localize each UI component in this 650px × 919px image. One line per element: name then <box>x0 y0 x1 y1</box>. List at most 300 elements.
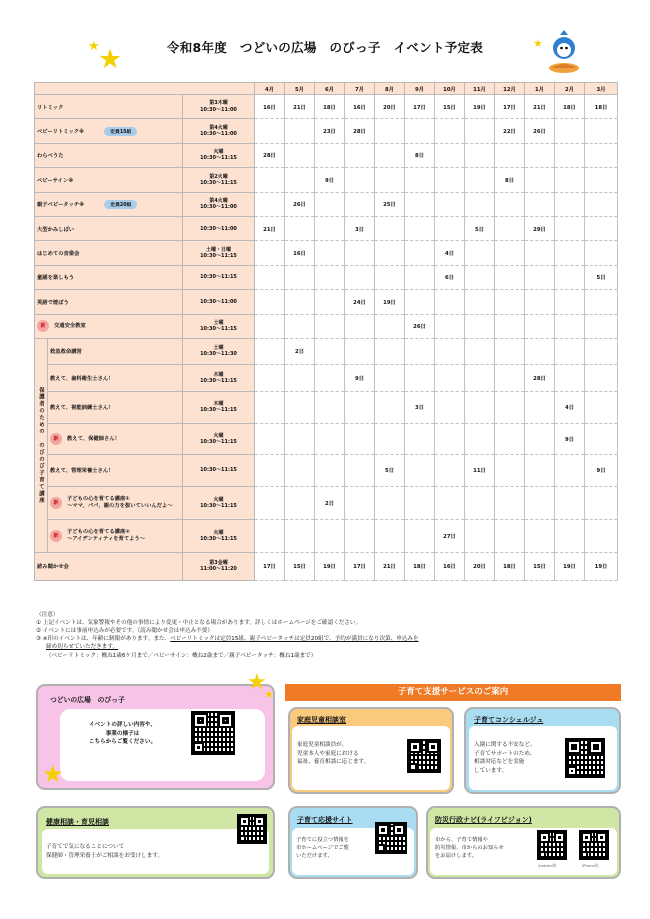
date-cell <box>405 454 435 486</box>
month-header: 7月 <box>345 83 375 95</box>
lecture-row <box>35 423 618 454</box>
date-cell <box>525 314 555 338</box>
date-cell: 28日 <box>345 119 375 143</box>
schedule-time-cell <box>183 119 255 143</box>
date-cell <box>555 519 585 552</box>
schedule-table <box>34 82 618 581</box>
date-cell: 26日 <box>285 192 315 216</box>
event-row <box>35 314 618 338</box>
notes-heading: （注意） <box>36 612 59 618</box>
date-cell <box>585 338 618 364</box>
date-cell <box>255 338 285 364</box>
schedule-time-cell <box>183 338 255 364</box>
schedule-time: 10:30～11:00 <box>200 204 237 211</box>
date-cell: 15日 <box>525 552 555 580</box>
date-cell: 19日 <box>465 95 495 119</box>
event-name-cell <box>48 519 183 552</box>
date-cell <box>285 519 315 552</box>
date-cell: 9日 <box>555 423 585 454</box>
event-name: 大型かみしばい <box>37 226 75 233</box>
schedule-time: 10:30～11:15 <box>200 274 237 281</box>
date-cell: 3日 <box>405 391 435 423</box>
iphone-qr-code[interactable] <box>579 830 609 860</box>
date-cell <box>285 216 315 240</box>
date-cell <box>255 364 285 391</box>
date-cell <box>315 290 345 314</box>
date-cell <box>345 143 375 167</box>
schedule-time: 第4火曜 <box>209 198 228 204</box>
service-guide-header: 子育て支援サービスのご案内 <box>285 684 621 701</box>
date-cell <box>495 423 525 454</box>
lecture-row <box>35 486 618 519</box>
event-name: 救急救命講習 <box>50 349 82 356</box>
schedule-time-cell <box>183 265 255 289</box>
lecture-group-label: 保護者のための のびのび子育て講座 <box>35 338 48 552</box>
page-title: 令和8年度 つどいの広場 のびっ子 イベント予定表 <box>166 40 484 55</box>
month-header: 10月 <box>435 83 465 95</box>
date-cell: 2日 <box>315 486 345 519</box>
schedule-time: 火曜 <box>213 496 224 503</box>
date-cell <box>555 486 585 519</box>
note-3-cont: 締め切らせていただきます。 <box>46 644 119 651</box>
date-cell <box>345 391 375 423</box>
date-cell <box>525 192 555 216</box>
date-cell: 19日 <box>585 552 618 580</box>
date-cell: 20日 <box>375 95 405 119</box>
event-name-cell <box>35 290 183 314</box>
date-cell <box>375 423 405 454</box>
schedule-time: 火曜 <box>213 149 224 156</box>
date-cell <box>585 391 618 423</box>
schedule-time: 10:30～11:15 <box>200 155 237 162</box>
event-name-wrap <box>67 496 173 510</box>
date-cell <box>315 192 345 216</box>
month-header: 5月 <box>285 83 315 95</box>
date-cell <box>435 338 465 364</box>
date-cell <box>255 391 285 423</box>
date-cell <box>375 519 405 552</box>
date-cell: 20日 <box>465 552 495 580</box>
date-cell <box>255 314 285 338</box>
concierge-qr-code[interactable] <box>565 738 605 778</box>
date-cell <box>465 364 495 391</box>
date-cell <box>495 364 525 391</box>
date-cell <box>315 391 345 423</box>
event-row <box>35 95 618 119</box>
health-consult-title: 健康相談・育児相談 <box>46 818 109 826</box>
capacity-badge: 定員20組 <box>104 200 137 209</box>
event-name: 教えて、保健師さん！ <box>67 435 120 442</box>
date-cell: 27日 <box>435 519 465 552</box>
date-cell: 5日 <box>375 454 405 486</box>
event-name: 童謡を楽しもう <box>37 275 75 282</box>
date-cell: 4日 <box>555 391 585 423</box>
schedule-time-cell <box>183 364 255 391</box>
event-row <box>35 168 618 192</box>
home-consult-qr-code[interactable] <box>407 739 441 773</box>
date-cell <box>495 216 525 240</box>
date-cell <box>375 364 405 391</box>
health-consult-qr-code[interactable] <box>237 814 267 844</box>
date-cell <box>315 241 345 265</box>
lecture-row <box>35 391 618 423</box>
date-cell <box>255 192 285 216</box>
schedule-time-cell <box>183 216 255 240</box>
iphone-caption: iPhone用 <box>582 863 599 868</box>
date-cell <box>345 486 375 519</box>
star-icon: ★ <box>247 670 267 695</box>
date-cell <box>555 241 585 265</box>
support-site-qr-code[interactable] <box>375 822 407 854</box>
nobikko-body: イベントの詳しい内容や、 事業の様子は こちらからご覧ください。 <box>88 722 157 746</box>
date-cell <box>255 290 285 314</box>
schedule-time: 10:30～11:15 <box>200 467 237 474</box>
date-cell <box>465 338 495 364</box>
date-cell: 8日 <box>405 143 435 167</box>
event-name-cell <box>48 391 183 423</box>
date-cell <box>465 290 495 314</box>
event-name: リトミック <box>37 104 64 111</box>
schedule-time: 10:30～11:15 <box>200 438 237 445</box>
event-name-cell <box>35 192 183 216</box>
date-cell <box>585 241 618 265</box>
schedule-time: 火曜 <box>213 432 224 439</box>
event-name: 教えて、視能訓練士さん！ <box>50 405 114 412</box>
date-cell: 29日 <box>525 216 555 240</box>
date-cell <box>285 454 315 486</box>
note-4: （ベビーリトミック：概ね1歳6ケ月まで／ベビーサイン：概ね2歳まで／親子ベビータッチ：概ね1歳まで） <box>46 652 317 659</box>
date-cell: 17日 <box>405 95 435 119</box>
date-cell <box>405 423 435 454</box>
date-cell: 8日 <box>495 168 525 192</box>
schedule-time-cell <box>183 454 255 486</box>
event-name: はじめての音楽会 <box>37 251 80 258</box>
date-cell <box>285 364 315 391</box>
lecture-row <box>35 519 618 552</box>
date-cell <box>375 338 405 364</box>
date-cell <box>375 216 405 240</box>
schedule-time-cell <box>183 95 255 119</box>
date-cell <box>555 265 585 289</box>
date-cell <box>555 192 585 216</box>
date-cell <box>585 423 618 454</box>
schedule-time: 10:30～11:15 <box>200 253 237 260</box>
concierge-title: 子育てコンシェルジュ <box>474 716 544 724</box>
android-caption: Android用 <box>538 863 557 868</box>
schedule-time: 木曜 <box>213 401 224 408</box>
event-name-cell <box>35 216 183 240</box>
date-cell <box>525 423 555 454</box>
month-header: 11月 <box>465 83 495 95</box>
month-header: 12月 <box>495 83 525 95</box>
date-cell <box>525 338 555 364</box>
date-cell <box>495 314 525 338</box>
date-cell <box>255 168 285 192</box>
nobikko-title: つどいの広場 のびっ子 <box>50 696 125 704</box>
date-cell: 26日 <box>525 119 555 143</box>
event-name-cell <box>35 143 183 167</box>
date-cell <box>465 119 495 143</box>
date-cell <box>495 486 525 519</box>
nobikko-qr-code[interactable] <box>191 711 235 755</box>
date-cell <box>405 265 435 289</box>
date-cell <box>465 143 495 167</box>
date-cell: 17日 <box>255 552 285 580</box>
date-cell: 19日 <box>555 552 585 580</box>
date-cell <box>285 143 315 167</box>
date-cell <box>495 519 525 552</box>
date-cell <box>435 168 465 192</box>
event-name: ベビーサイン※ <box>37 177 74 184</box>
month-header: 8月 <box>375 83 405 95</box>
date-cell: 2日 <box>285 338 315 364</box>
bousai-body: 市から、子育て情報や 防災情報、市からのお知らせ をお届けします。 <box>435 837 504 860</box>
date-cell: 9日 <box>345 364 375 391</box>
schedule-time-cell <box>183 314 255 338</box>
date-cell: 18日 <box>555 95 585 119</box>
event-name-wrap <box>67 529 145 543</box>
date-cell <box>585 364 618 391</box>
month-header: 6月 <box>315 83 345 95</box>
date-cell <box>555 314 585 338</box>
date-cell <box>405 216 435 240</box>
date-cell <box>345 423 375 454</box>
event-name: 子どもの心を育てる講座① <box>67 496 130 503</box>
date-cell: 23日 <box>315 119 345 143</box>
date-cell: 21日 <box>285 95 315 119</box>
date-cell <box>285 391 315 423</box>
android-qr-code[interactable] <box>537 830 567 860</box>
event-name-cell <box>35 95 183 119</box>
date-cell <box>435 290 465 314</box>
date-cell <box>405 168 435 192</box>
schedule-time: 11:00～11:20 <box>200 566 237 573</box>
date-cell <box>555 216 585 240</box>
event-row <box>35 119 618 143</box>
date-cell <box>525 241 555 265</box>
date-cell <box>435 192 465 216</box>
star-icon: ★ <box>264 688 274 701</box>
month-header: 3月 <box>585 83 618 95</box>
schedule-time: 10:30～11:15 <box>200 502 237 509</box>
date-cell <box>555 454 585 486</box>
date-cell <box>495 192 525 216</box>
home-consult-title: 家庭児童相談室 <box>297 716 346 724</box>
date-cell <box>495 454 525 486</box>
date-cell <box>555 364 585 391</box>
event-row <box>35 265 618 289</box>
date-cell <box>555 119 585 143</box>
schedule-time: 10:30～11:15 <box>200 179 237 186</box>
date-cell <box>255 119 285 143</box>
month-header: 2月 <box>555 83 585 95</box>
lecture-row <box>35 338 618 364</box>
date-cell <box>255 454 285 486</box>
date-cell <box>465 423 495 454</box>
schedule-time-cell <box>183 486 255 519</box>
event-name: わらべうた <box>37 153 64 160</box>
date-cell <box>405 486 435 519</box>
schedule-time: 第3金曜 <box>209 560 228 567</box>
event-row <box>35 143 618 167</box>
date-cell <box>495 290 525 314</box>
date-cell <box>255 486 285 519</box>
date-cell: 9日 <box>315 168 345 192</box>
date-cell <box>315 338 345 364</box>
date-cell <box>405 119 435 143</box>
schedule-time: 10:30～11:15 <box>200 377 237 384</box>
health-consult-body: 子育てで気になることについて 保健師・管理栄養士がご相談をお受けします。 <box>46 844 164 859</box>
capacity-badge: 定員15組 <box>104 127 137 136</box>
date-cell <box>525 454 555 486</box>
date-cell: 28日 <box>255 143 285 167</box>
date-cell <box>435 486 465 519</box>
date-cell <box>255 519 285 552</box>
event-row <box>35 552 618 580</box>
schedule-time-cell <box>183 423 255 454</box>
event-name-cell <box>35 119 183 143</box>
date-cell <box>585 216 618 240</box>
date-cell: 21日 <box>375 552 405 580</box>
date-cell: 16日 <box>255 95 285 119</box>
star-icon: ★ <box>533 37 543 50</box>
date-cell <box>465 265 495 289</box>
event-name: 英語で遊ぼう <box>37 299 69 306</box>
schedule-time: 10:30～11:00 <box>200 225 237 232</box>
star-icon: ★ <box>42 760 64 788</box>
date-cell: 4日 <box>435 241 465 265</box>
event-name: 交通安全教室 <box>54 323 86 330</box>
date-cell: 18日 <box>495 552 525 580</box>
date-cell <box>465 241 495 265</box>
date-cell: 28日 <box>525 364 555 391</box>
date-cell <box>435 314 465 338</box>
date-cell <box>435 423 465 454</box>
date-cell: 22日 <box>495 119 525 143</box>
event-name-cell <box>48 364 183 391</box>
event-name-cell <box>48 423 183 454</box>
schedule-time-cell <box>183 192 255 216</box>
month-header: 1月 <box>525 83 555 95</box>
date-cell <box>495 338 525 364</box>
schedule-time-cell <box>183 241 255 265</box>
note-3: ③ ※印のイベントは、年齢に制限があります。また、ベビーリトミックは定員15組、親子ベビータッチは定員20組で、予約が満員になり次第、申込みを <box>36 636 419 643</box>
date-cell <box>495 241 525 265</box>
date-cell: 21日 <box>255 216 285 240</box>
date-cell <box>315 423 345 454</box>
date-cell <box>375 486 405 519</box>
new-badge: 新 <box>50 433 62 445</box>
schedule-time-cell <box>183 519 255 552</box>
date-cell <box>315 364 345 391</box>
schedule-time: 火曜 <box>213 529 224 536</box>
month-header: 9月 <box>405 83 435 95</box>
event-row <box>35 216 618 240</box>
date-cell <box>255 241 285 265</box>
event-name-cell <box>35 314 183 338</box>
date-cell <box>555 338 585 364</box>
date-cell <box>255 265 285 289</box>
date-cell <box>435 119 465 143</box>
date-cell <box>405 338 435 364</box>
schedule-time: 10:30～11:00 <box>200 298 237 305</box>
date-cell <box>345 519 375 552</box>
month-header: 4月 <box>255 83 285 95</box>
date-cell <box>435 364 465 391</box>
event-name-cell <box>35 265 183 289</box>
date-cell <box>525 168 555 192</box>
date-cell <box>255 423 285 454</box>
event-row <box>35 192 618 216</box>
note-2: ② イベントには事前申込みが必要です。（読み聞かせ会は申込み不要） <box>36 628 213 635</box>
date-cell <box>465 391 495 423</box>
date-cell <box>435 391 465 423</box>
date-cell <box>525 143 555 167</box>
date-cell <box>405 290 435 314</box>
date-cell <box>495 391 525 423</box>
date-cell <box>465 486 495 519</box>
date-cell <box>525 486 555 519</box>
date-cell <box>435 143 465 167</box>
date-cell <box>285 290 315 314</box>
date-cell <box>465 519 495 552</box>
date-cell <box>405 192 435 216</box>
date-cell <box>525 391 555 423</box>
date-cell: 9日 <box>585 454 618 486</box>
date-cell <box>345 338 375 364</box>
schedule-time: 第3木曜 <box>209 100 228 107</box>
date-cell <box>285 265 315 289</box>
schedule-time: 土曜・日曜 <box>206 246 232 253</box>
date-cell: 21日 <box>525 95 555 119</box>
date-cell <box>315 314 345 338</box>
date-cell <box>525 290 555 314</box>
date-cell <box>495 265 525 289</box>
schedule-time: 10:30～11:30 <box>200 351 237 358</box>
date-cell <box>345 168 375 192</box>
schedule-time-cell <box>183 391 255 423</box>
date-cell <box>375 143 405 167</box>
event-row <box>35 290 618 314</box>
mascot-icon <box>546 30 582 74</box>
date-cell: 24日 <box>345 290 375 314</box>
date-cell <box>435 454 465 486</box>
date-cell <box>405 241 435 265</box>
schedule-time: 10:30～11:15 <box>200 535 237 542</box>
date-cell: 5日 <box>465 216 495 240</box>
date-cell <box>375 391 405 423</box>
event-subtitle: ～ママ、パパ、親の力を抜いていいんだよ～ <box>67 502 173 509</box>
date-cell <box>585 314 618 338</box>
event-subtitle: ～アイデンティティを育てよう～ <box>67 535 146 542</box>
date-cell: 18日 <box>315 95 345 119</box>
event-name: 読み聞かせ会 <box>37 564 69 571</box>
event-name: 子どもの心を育てる講座② <box>67 529 130 536</box>
bousai-title: 防災行政ナビ(ライフビジョン) <box>435 816 532 824</box>
new-badge: 新 <box>50 497 62 509</box>
date-cell <box>495 143 525 167</box>
schedule-time-cell <box>183 552 255 580</box>
date-cell <box>525 265 555 289</box>
date-cell <box>525 519 555 552</box>
date-cell <box>315 454 345 486</box>
date-cell: 19日 <box>375 290 405 314</box>
date-cell: 3日 <box>345 216 375 240</box>
star-icon: ★ <box>88 39 100 54</box>
date-cell <box>285 486 315 519</box>
month-header-row <box>35 83 618 95</box>
event-name: 親子ベビータッチ※ <box>37 201 85 208</box>
